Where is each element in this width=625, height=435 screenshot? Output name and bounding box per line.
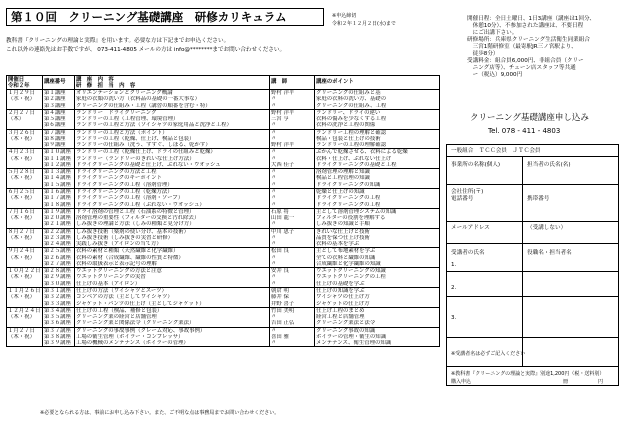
- table-row: [7, 268, 440, 275]
- session-point: ランドリー工程の理解と確認: [315, 129, 440, 136]
- session-number: 第１１講座: [43, 156, 75, 162]
- session-content: 工場の機械のメンテナンス（ボイラーの管理）: [75, 340, 270, 347]
- session-number: 第２２講座: [43, 228, 75, 235]
- session-point: 全ての衣料と繊維の知識: [315, 255, 440, 261]
- form-title: クリーニング基礎講座申し込み: [470, 113, 589, 123]
- table-row: [7, 320, 440, 327]
- session-date: [7, 142, 43, 149]
- session-number: 第１９講座: [43, 208, 75, 215]
- session-point: 溶剤管理の理解と知識: [315, 169, 440, 176]
- session-teacher: 石原 将: [270, 208, 315, 215]
- deadline-note: ※申込締切: [332, 13, 357, 19]
- session-teacher: 吉田 正弘: [270, 320, 315, 327]
- session-teacher: 〃: [270, 221, 315, 228]
- session-teacher: 朝倉 明: [270, 287, 315, 294]
- table-row: [7, 228, 440, 235]
- session-point: ボイラーの管理・衛生の知識: [315, 334, 440, 340]
- session-content: クリーニングの仕組み・工程（講習の順番を含む・特）: [75, 103, 270, 110]
- table-row: [7, 307, 440, 314]
- table-row: [7, 142, 440, 149]
- session-number: 第２７講座: [43, 261, 75, 268]
- session-content: ドライ溶剤の管理と工程（石油系の特徴と管理）: [75, 208, 270, 215]
- session-number: 第４講座: [43, 109, 75, 116]
- info-line: ニング店等）、チェーン店スタッフ等共通: [467, 65, 576, 71]
- session-teacher: 〃: [270, 340, 315, 347]
- session-point: ランドリー、ドライの違い: [315, 109, 440, 116]
- session-teacher: 〃: [270, 274, 315, 280]
- session-content: ドライクリーニングの工程（溶剤・ソープ）: [75, 195, 270, 201]
- session-number: 第２講座: [43, 96, 75, 102]
- session-teacher: 〃: [270, 129, 315, 136]
- session-number: 第３２講座: [43, 294, 75, 300]
- session-number: 第３６講座: [43, 320, 75, 327]
- attendee-label: 受講者の氏名: [451, 250, 485, 256]
- session-point: ウエットクリーニングの工程: [315, 274, 440, 280]
- session-teacher: 井野 喜子: [270, 301, 315, 308]
- session-content: ランドリーの仕組み（洗う、すすぐ、しぼる、乾かす）: [75, 142, 270, 149]
- session-number: 第２１講座: [43, 221, 75, 228]
- session-content: ウエットクリーニングの方法と注意: [75, 268, 270, 275]
- info-line: 休憩10分）、不参加された講座は、不要日程: [467, 23, 584, 29]
- session-teacher: 〃: [270, 175, 315, 181]
- session-number: 第１０講座: [43, 149, 75, 156]
- session-content: クリーニングの事故事例（クレーム対応、事故事例）: [75, 327, 270, 334]
- session-point: メンテナンス、衛生管理の知識: [315, 340, 440, 347]
- session-content: クリーニング業の経営と店舗管理: [75, 314, 270, 320]
- session-date: （木・祝）: [7, 294, 43, 300]
- session-teacher: 藤井 保: [270, 294, 315, 300]
- session-number: 第１４講座: [43, 175, 75, 181]
- contact-name-label: 担当者の氏名(名): [527, 162, 571, 168]
- session-point: 衣料の傷みを少なくする工程: [315, 116, 440, 122]
- session-point: 仕上げの基礎を学ぶ: [315, 281, 440, 288]
- session-point: クリーニングの仕組み、工程: [315, 103, 440, 110]
- session-point: クリーニングの仕組みと基: [315, 90, 440, 97]
- session-date: [7, 122, 43, 129]
- session-date: （木・祝）: [7, 195, 43, 201]
- session-point: 衣料・仕上げ、ぶれない仕上げ: [315, 156, 440, 162]
- session-point: 主として溶剤管理システムの知識: [315, 208, 440, 215]
- session-date: （木・祝）: [7, 334, 43, 340]
- info-line: ー（税込）9,000円: [467, 72, 523, 78]
- table-row: [7, 301, 440, 308]
- session-point: 衣料の基本を学ぶ: [315, 241, 440, 248]
- intro-line-1: 教科書『クリーニングの理論と実際』を用います。必要な方は下記までお申込ください。: [6, 38, 230, 44]
- info-line: 研修場所：兵庫県クリーニング生活衛生同業組合: [467, 37, 590, 43]
- session-number: 第２９講座: [43, 274, 75, 280]
- session-date: （木・祝）: [7, 274, 43, 280]
- session-date: [7, 281, 43, 288]
- info-line: 開催日程：全日土曜日、1日3講座（講座は1回分、: [467, 16, 596, 22]
- session-date: （木・祝）: [7, 215, 43, 221]
- session-content: ランドリーの工程と方法（ソイシャツの家庭用品と洗浄と工程）: [75, 122, 270, 129]
- table-row: [7, 169, 440, 176]
- session-teacher: 〃: [270, 235, 315, 241]
- session-teacher: 〃: [270, 136, 315, 142]
- form-tel: Tel. 078 - 411 - 4803: [488, 127, 561, 135]
- table-row: [7, 327, 440, 334]
- session-teacher: 〃: [270, 255, 315, 261]
- company-name-label: 事業所の名称(個人): [451, 162, 501, 168]
- session-point: 経営工程と店舗管理: [315, 314, 440, 320]
- session-date: [7, 103, 43, 110]
- session-number: 第１３講座: [43, 169, 75, 176]
- session-number: 第２３講座: [43, 235, 75, 241]
- session-date: ２月２７日: [7, 109, 43, 116]
- session-number: 第２４講座: [43, 241, 75, 248]
- session-teacher: 〃: [270, 103, 315, 110]
- session-content: しみ抜き技術（薬剤の使い分け、基本の技術）: [75, 228, 270, 235]
- session-teacher: 〃: [270, 202, 315, 209]
- session-teacher: 〃: [270, 327, 315, 334]
- session-content: ランドリーの工程（乾燥、仕上げ、検品と包装）: [75, 136, 270, 142]
- session-point: 乾燥と仕上げの知識: [315, 188, 440, 195]
- session-point: クリーニング事故の知識: [315, 327, 440, 334]
- session-date: １月２９日: [7, 90, 43, 97]
- session-date: [7, 162, 43, 169]
- session-number: 第１７講座: [43, 195, 75, 201]
- session-number: 第１５講座: [43, 182, 75, 189]
- session-date: （木・祝）: [7, 314, 43, 320]
- session-point: 品質を保つ仕上げ技術: [315, 235, 440, 241]
- col-header-number: 講座番号: [43, 76, 75, 90]
- session-teacher: 〃: [270, 261, 315, 268]
- session-number: 第５講座: [43, 116, 75, 122]
- session-teacher: 〃: [270, 314, 315, 320]
- attendee-number: 1.: [451, 262, 457, 268]
- session-date: （木・祝）: [7, 255, 43, 261]
- session-point: きれいな仕上げと技術: [315, 228, 440, 235]
- session-point: 合成繊維と化学繊維の知識: [315, 261, 440, 268]
- session-point: ランドリーの工程の理解確認: [315, 142, 440, 149]
- session-date: ７月１６日: [7, 208, 43, 215]
- session-content: 衣料の素材（合成繊維、繊維の性質と特徴）: [75, 255, 270, 261]
- session-date: １２月２４日: [7, 307, 43, 314]
- intro-line-2: これ以外の連絡先はお手数ですが、 073-411-4805 メールの方は info@********までお問い合わせください。: [6, 47, 286, 53]
- session-date: [7, 241, 43, 248]
- session-point: しみ抜きの知識と手順: [315, 221, 440, 228]
- fax-note: ※受講者名は必ずご記入ください: [451, 351, 526, 357]
- session-content: ドライクリーニングの工程（溶剤管理）: [75, 182, 270, 189]
- attendee-number: 2.: [451, 285, 457, 291]
- session-date: [7, 301, 43, 308]
- session-number: 第６講座: [43, 122, 75, 129]
- table-row: [7, 122, 440, 129]
- session-date: １１月２６日: [7, 287, 43, 294]
- session-number: 第７講座: [43, 129, 75, 136]
- session-date: （水・祝）: [7, 96, 43, 102]
- session-point: 検品と工程管理の知識: [315, 175, 440, 181]
- session-content: ウエットクリーニングの実習: [75, 274, 270, 280]
- session-content: 仕上げの方法（ワイシャツとスーツ）: [75, 287, 270, 294]
- session-teacher: 〃: [270, 281, 315, 288]
- session-teacher: 野村 洋平: [270, 109, 315, 116]
- session-point: 家庭の衣料の洗い方、基礎の: [315, 96, 440, 102]
- session-content: ドライクリーニングのキーポイント: [75, 175, 270, 181]
- session-content: クリーニング業と関係法令（クリーニング業法）: [75, 320, 270, 327]
- session-number: 第８講座: [43, 136, 75, 142]
- position-label: 役職名・担当者名: [527, 250, 572, 256]
- session-point: ウエットクリーニングの知識: [315, 268, 440, 275]
- col-header-point: 講座のポイント: [315, 76, 440, 90]
- table-row: [7, 248, 440, 255]
- session-content: 仕上げの基本（アイロン）: [75, 281, 270, 288]
- session-number: 第３講座: [43, 103, 75, 110]
- session-content: ドライクリーニングの基礎と仕上げ、ぶれない・ウオッシュ: [75, 162, 270, 169]
- session-point: ワイシャツの仕上げ方: [315, 294, 440, 300]
- session-content: ランドリー（ランドリーのきれいな仕上げ方法）: [75, 156, 270, 162]
- session-content: ドライクリーニングの工程（ぶれない・ウオッシュ）: [75, 202, 270, 209]
- session-content: 実践しみ抜き（アイロンの当て方）: [75, 241, 270, 248]
- session-content: 家庭の衣類の洗い方（衣料品の基礎の一番大事な）: [75, 96, 270, 102]
- table-row: [7, 149, 440, 156]
- session-date: ４月２３日: [7, 149, 43, 156]
- mobile-label: 携帯番号: [527, 196, 550, 202]
- session-number: 第３７講座: [43, 327, 75, 334]
- session-date: １０月２２日: [7, 268, 43, 275]
- session-content: 仕上げの工程（検品、補修と包装）: [75, 307, 270, 314]
- table-row: [7, 340, 440, 347]
- session-point: ドライクリーニングの基礎と工程: [315, 162, 440, 169]
- session-point: ジャケットの仕上げ方: [315, 301, 440, 308]
- email-note: （受講しない）: [527, 225, 567, 231]
- session-number: 第３９講座: [43, 340, 75, 347]
- table-row: [7, 221, 440, 228]
- session-date: [7, 221, 43, 228]
- session-number: 第１２講座: [43, 162, 75, 169]
- session-teacher: 〃: [270, 241, 315, 248]
- session-number: 第３０講座: [43, 281, 75, 288]
- session-content: ジャケット・パンツの仕上げ（主としてジャケット）: [75, 301, 270, 308]
- session-content: 溶剤管理の重要性（フィルターの交換と汚れ除去）: [75, 215, 270, 221]
- session-point: ぷかんで乾燥させる、衣料による乾燥: [315, 149, 440, 156]
- session-content: ランドリーの工程と方法（ポイント）: [75, 129, 270, 136]
- session-point: ドライクリーニングの知識: [315, 182, 440, 189]
- session-teacher: 〃: [270, 188, 315, 195]
- table-row: [7, 241, 440, 248]
- table-footnote: ※必要となられる方は、事前にお申し込み下さい。また、ご不明な点は事務局までお問い合わせください。: [40, 410, 280, 416]
- session-point: 検品・包装と仕上げの技術: [315, 136, 440, 142]
- session-content: 衣料の素材と種類（天然繊維と化学繊維）: [75, 248, 270, 255]
- session-teacher: 野村 洋平: [270, 142, 315, 149]
- session-number: 第２０講座: [43, 215, 75, 221]
- session-number: 第１６講座: [43, 188, 75, 195]
- session-point: 仕上げ工程のまとめ: [315, 307, 440, 314]
- session-content: 工場の衛生管理（ボイラー・コンプレッサ）: [75, 334, 270, 340]
- session-teacher: 〃: [270, 169, 315, 176]
- table-row: [7, 129, 440, 136]
- session-teacher: 〃: [270, 156, 315, 162]
- session-number: 第３１講座: [43, 287, 75, 294]
- session-teacher: 野村 洋平: [270, 90, 315, 97]
- table-row: [7, 188, 440, 195]
- session-teacher: 松田 良: [270, 248, 315, 255]
- session-teacher: 山田 龍一: [270, 215, 315, 221]
- session-content: しみ抜き技術（しみ抜きの実習と研修）: [75, 235, 270, 241]
- session-teacher: 中川 恵子: [270, 228, 315, 235]
- info-line: にご出講下さい。: [467, 30, 518, 36]
- table-row: [7, 182, 440, 189]
- session-date: １月２７日: [7, 327, 43, 334]
- col-header-teacher: 講 師: [270, 76, 315, 90]
- session-date: ６月２５日: [7, 188, 43, 195]
- session-date: ３月２６日: [7, 129, 43, 136]
- textbook-order-label: 購入申込: [451, 379, 472, 385]
- session-date: ９月２４日: [7, 248, 43, 255]
- session-teacher: 安井 良: [270, 268, 315, 275]
- application-form: [446, 144, 619, 386]
- session-number: 第３８講座: [43, 334, 75, 340]
- session-date: （木・祝）: [7, 136, 43, 142]
- curriculum-table: [6, 75, 440, 347]
- table-row: [7, 287, 440, 294]
- email-label: メールアドレス: [451, 225, 490, 231]
- session-date: （木・祝）: [7, 175, 43, 181]
- session-number: 第２５講座: [43, 248, 75, 255]
- session-content: オリエンテーションとクリーニング概論: [75, 90, 270, 97]
- session-teacher: 三宮 亨: [270, 116, 315, 122]
- session-date: ８月２７日: [7, 228, 43, 235]
- session-teacher: 竹田 美明: [270, 307, 315, 314]
- session-point: 衣料の洗浄と工程の関係: [315, 122, 440, 129]
- session-date: [7, 320, 43, 327]
- session-number: 第１講座: [43, 90, 75, 97]
- table-row: [7, 162, 440, 169]
- session-point: フィルターの役割を理解する: [315, 215, 440, 221]
- session-content: コンベアの方法（主としてワイシャツ）: [75, 294, 270, 300]
- session-content: ランドリー ドライクリーニング: [75, 109, 270, 116]
- session-point: 仕上げの知識を学ぶ: [315, 287, 440, 294]
- page-title: 第１０回 クリーニング基礎講座 研修カリキュラム: [6, 8, 324, 26]
- session-content: ドライクリーニングの方法と工程: [75, 169, 270, 176]
- session-number: 第９講座: [43, 142, 75, 149]
- session-point: 主として布地素材を学ぶ: [315, 248, 440, 255]
- textbook-note: ※教科書『クリーニングの理論と実際』別途1,200円（税・送料別）: [451, 371, 605, 377]
- session-number: 第３３講座: [43, 301, 75, 308]
- table-row: [7, 202, 440, 209]
- session-teacher: 〃: [270, 149, 315, 156]
- textbook-order-fields[interactable]: 冊 円: [563, 379, 604, 385]
- table-row: [7, 109, 440, 116]
- session-number: 第１８講座: [43, 202, 75, 209]
- session-date: [7, 182, 43, 189]
- session-teacher: 〃: [270, 195, 315, 201]
- session-teacher: 〃: [270, 96, 315, 102]
- info-line: 三宮1階研修室（最寄駅JR三ノ宮駅より、: [467, 44, 577, 50]
- session-date: [7, 261, 43, 268]
- session-date: ５月２８日: [7, 169, 43, 176]
- session-date: （木）: [7, 116, 43, 122]
- session-content: 衣料の取扱表示と表示記号の理解: [75, 261, 270, 268]
- address-label: 会社住所(〒) 電話番号: [451, 189, 484, 202]
- session-number: 第２８講座: [43, 268, 75, 275]
- member-type-options[interactable]: 一般組合 ＴＣＣ会員 ＪＴＣ会員: [451, 148, 541, 154]
- session-teacher: 〃: [270, 122, 315, 129]
- session-number: 第３５講座: [43, 314, 75, 320]
- attendee-number: 3.: [451, 315, 457, 321]
- session-teacher: 〃: [270, 182, 315, 189]
- table-row: [7, 261, 440, 268]
- deadline-date: 令和２年１２月２日(水)まで: [332, 21, 396, 27]
- table-row: [7, 208, 440, 215]
- session-teacher: 喜田 雅: [270, 334, 315, 340]
- session-date: [7, 340, 43, 347]
- info-line: 徒歩8分）: [467, 51, 499, 57]
- session-date: [7, 202, 43, 209]
- session-content: しみ抜きの理論と方法（しみの種類と見分け方）: [75, 221, 270, 228]
- col-header-date: 開催日 令和２年: [7, 76, 43, 90]
- session-content: ランドリーの工程（工程管理、環境管理）: [75, 116, 270, 122]
- table-row: [7, 281, 440, 288]
- session-point: ドライクリーニングの工程: [315, 195, 440, 201]
- session-point: クリーニング業法と法令: [315, 320, 440, 327]
- session-teacher: 大西 佳子: [270, 162, 315, 169]
- session-number: 第２６講座: [43, 255, 75, 261]
- table-row: [7, 90, 440, 97]
- info-block: [467, 16, 617, 79]
- session-point: ドライクリーニングの工程: [315, 202, 440, 209]
- col-header-content: 講 座 内 容 研 修 担 当 内 容: [75, 76, 270, 90]
- info-line: 受講料金：組合員6,000円、非組合員（クリー: [467, 58, 584, 64]
- session-content: ドライクリーニングの工程（乾燥方法）: [75, 188, 270, 195]
- session-content: ランドリーの工程（乾燥仕上げ、ドライの仕組みと乾燥）: [75, 149, 270, 156]
- session-date: （木・祝）: [7, 156, 43, 162]
- session-number: 第３４講座: [43, 307, 75, 314]
- table-row: [7, 103, 440, 110]
- session-date: （木・祝）: [7, 235, 43, 241]
